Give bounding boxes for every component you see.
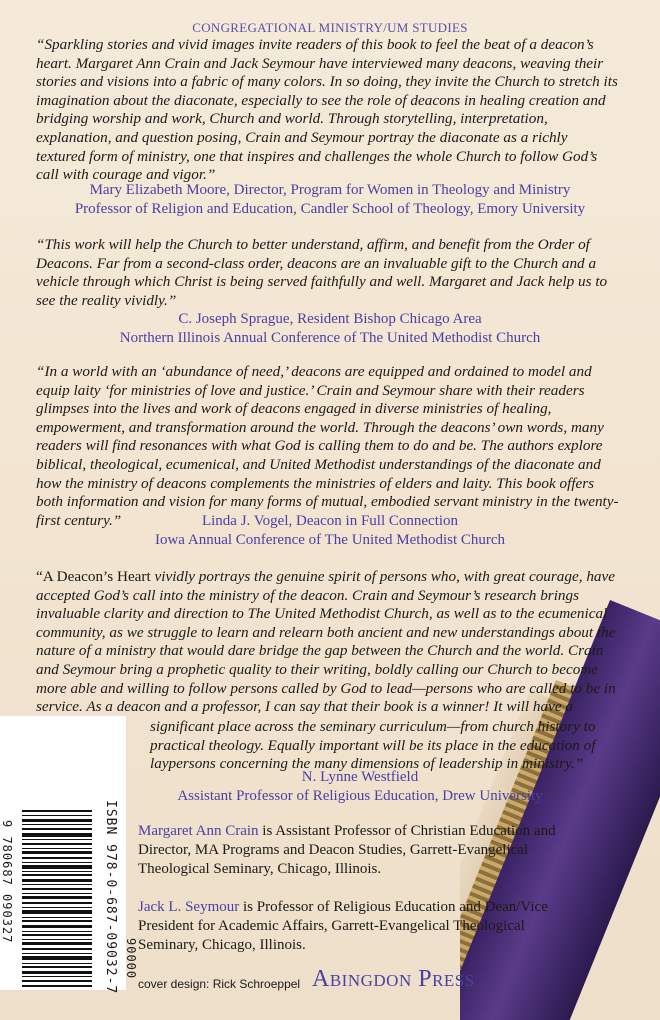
endorsement-quote-4-continued: significant place across the seminary curriculum—from church history to practical theology. Equally important will be its place in the education of laypersons concerning the many dimensions of leadership in ministry.” bbox=[150, 718, 596, 773]
cover-design-credit: cover design: Rick Schroeppel bbox=[138, 977, 301, 991]
endorsement-attribution-1a: Mary Elizabeth Moore, Director, Program for Women in Theology and Ministry bbox=[89, 182, 571, 198]
barcode-ean-number: 9 780687 090327 bbox=[0, 820, 14, 944]
endorsement-quote-3: “In a world with an ‘abundance of need,’ deacons are equipped and ordained to model and equip laity ‘for ministries of love and justice.’ Crain and Seymour share with their readers glimpses into the lives and work of deacons engaged in diverse ministries of healing, empowerment, and transformation around the world. Through the deacons’ own words, many readers will find resonances with what God is calling them to do and be. The authors explore biblical, theological, ecumenical, and United Methodist understandings of the diaconate and how the ministry of deacons complements the ministries of elders and laity. This book offers both information and vision for many forms of mutual, embodied servant ministry in the twenty-first century.” bbox=[36, 363, 619, 529]
endorsement-attribution-3a: Linda J. Vogel, Deacon in Full Connection bbox=[201, 513, 459, 529]
endorsement-attribution-1b: Professor of Religion and Education, Candler School of Theology, Emory University bbox=[74, 201, 586, 217]
endorsement-quote-4-text: vividly portrays the genuine spirit of persons who, with great courage, have accepted God’s call into the ministry of the deacon. Crain and Seymour’s research brings invaluable clarity and direction to The United Methodist Church, as well as to the ecumenical community, as we struggle to learn and relearn both ancient and new understandings about the nature of a ministry that would dare bridge the gap between the Church and the world. Crain and Seymour bring a prophetic quality to their writing, boldly calling our Church to become more able and willing to follow persons called by God to lead—persons who are called to be in service. As a deacon and a professor, I can say that their book is a winner! It will have a bbox=[36, 568, 616, 716]
endorsement-quote-1: “Sparkling stories and vivid images invite readers of this book to feel the beat of a deacon’s heart. Margaret Ann Crain and Jack Seymour have interviewed many deacons, weaving their stories and visions into a fabric of many colors. In so doing, they invite the Church to stretch its imagination about the diaconate, especially to see the role of deacons in healing creation and bridging worship and work, Church and world. Through storytelling, interpretation, explanation, and question posing, Crain and Seymour portray the diaconate as a richly textured form of ministry, one that inspires and challenges the whole Church to follow God’s call with courage and vigor.” bbox=[36, 36, 618, 184]
publisher-logo: Abingdon Press bbox=[312, 966, 475, 992]
book-title: “A Deacon’s Heart bbox=[36, 568, 151, 585]
author-bio-2 bbox=[138, 898, 558, 955]
author-bio-1 bbox=[138, 822, 558, 879]
endorsement-attribution-2a: C. Joseph Sprague, Resident Bishop Chicago Area bbox=[178, 311, 482, 327]
endorsement-attribution-4b: Assistant Professor of Religious Education, Drew University bbox=[177, 788, 543, 804]
barcode-price-code: 90000 bbox=[124, 938, 138, 980]
endorsement-attribution-3b: Iowa Annual Conference of The United Methodist Church bbox=[154, 532, 506, 548]
endorsement-attribution-4a: N. Lynne Westfield bbox=[301, 769, 419, 785]
author-name-1: Margaret Ann Crain bbox=[138, 823, 259, 839]
endorsement-attribution-2b: Northern Illinois Annual Conference of The United Methodist Church bbox=[119, 330, 541, 346]
author-name-2: Jack L. Seymour bbox=[138, 899, 240, 915]
endorsement-quote-4 bbox=[36, 568, 620, 717]
author-bio-2-text: is Professor of Religious Education and Dean/Vice President for Academic Affairs, Garrett-Evangelical Theological Seminary, Chicago, Illinois. bbox=[138, 899, 548, 953]
category-header: CONGREGATIONAL MINISTRY/UM STUDIES bbox=[192, 20, 468, 35]
isbn-number: ISBN 978-0-687-09032-7 bbox=[103, 800, 118, 995]
author-bio-1-text: is Assistant Professor of Christian Education and Director, MA Programs and Deacon Studies, Garrett-Evangelical Theological Seminary, Chicago, Illinois. bbox=[138, 823, 556, 877]
endorsement-quote-2: “This work will help the Church to better understand, affirm, and benefit from the Order of Deacons. Far from a second-class order, deacons are an invaluable gift to the Church and a vehicle through which Christ is being served faithfully and well. Margaret and Jack help us to see the reality vividly.” bbox=[36, 236, 608, 309]
